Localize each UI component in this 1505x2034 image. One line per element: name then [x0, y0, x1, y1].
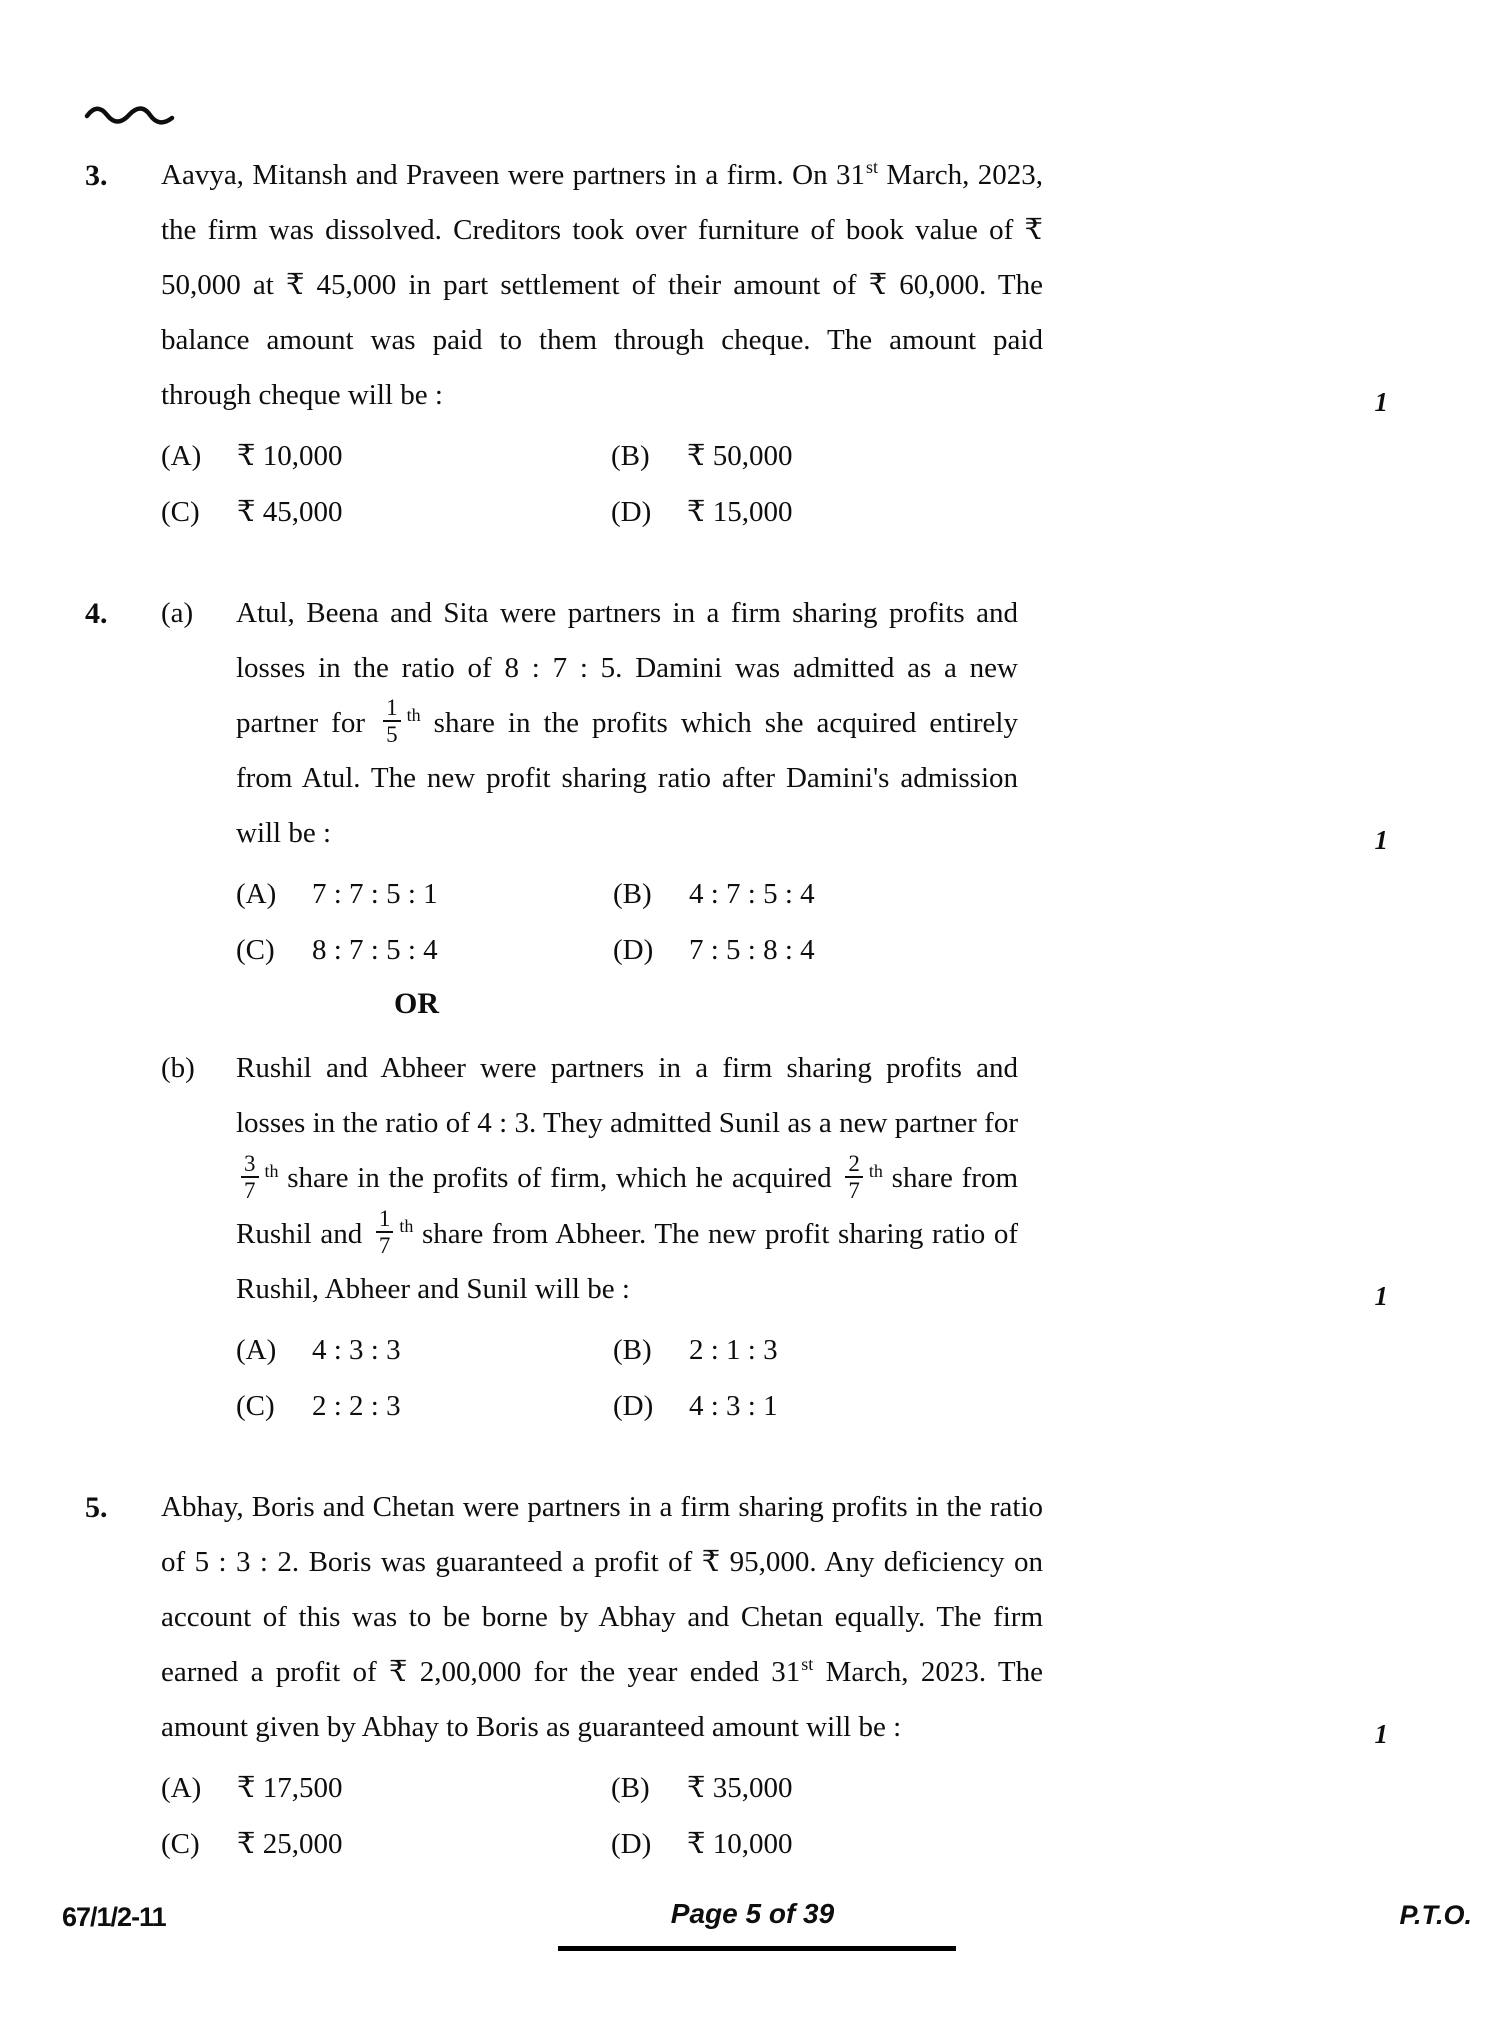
- fraction-numerator: 1: [386, 695, 398, 721]
- option-label: (B): [613, 878, 652, 911]
- question-number: 3.: [85, 159, 108, 192]
- question-text: [161, 148, 1043, 423]
- question-part: [161, 1041, 1450, 1425]
- option-value: 4 : 7 : 5 : 4: [689, 878, 815, 911]
- question-3: [85, 148, 1450, 531]
- part-body: [236, 1041, 1450, 1425]
- option-label: (C): [161, 496, 200, 528]
- text-run: share from Abheer. The new profit sharing ratio of Rushil, Abheer and Sunil will be :: [236, 1217, 1018, 1306]
- question-list: [85, 148, 1450, 1863]
- fraction: [241, 1151, 259, 1203]
- text-run: Rushil and Abheer were partners in a firm sharing profits and losses in the ratio of 4 : 3. They admitted Sunil as a new partner for: [236, 1052, 1018, 1140]
- option-value: 7 : 5 : 8 : 4: [689, 934, 815, 967]
- paragraph-wrap: [236, 586, 1450, 861]
- option-label: (B): [611, 1772, 650, 1805]
- pto-label: P.T.O.: [1399, 1900, 1472, 1930]
- question-body: [161, 586, 1450, 1425]
- option-label: (A): [236, 878, 277, 911]
- marks-value: 1: [1374, 825, 1388, 856]
- footer-divider: [558, 1946, 956, 1951]
- fraction-numerator: 2: [848, 1150, 860, 1176]
- option-value: 7 : 7 : 5 : 1: [312, 878, 438, 911]
- option-label: (A): [161, 440, 202, 472]
- option-value: ₹ 25,000: [237, 1828, 343, 1861]
- options-grid: [161, 1769, 1043, 1863]
- text-run: March, 2023, the firm was dissolved. Creditors took over furniture of book value of ₹ 50,000 at ₹ 45,000 in part settlement of their amount of ₹ 60,000. The balance amount was paid to them through cheque. The amount paid through cheque will be :: [161, 159, 1044, 411]
- text-run: Atul, Beena and Sita were partners in a firm sharing profits and losses in the ratio of 8 : 7 : 5. Damini was admitted as a new partner for: [236, 597, 1018, 739]
- part-body: [236, 586, 1450, 969]
- option-value: 4 : 3 : 3: [312, 1334, 401, 1367]
- fraction: [376, 1206, 394, 1258]
- question-4: [85, 586, 1450, 1425]
- text-run: share in the profits of firm, which he acquired: [278, 1162, 841, 1195]
- text-run: Abhay, Boris and Chetan were partners in a firm sharing profits in the ratio of 5 : 3 : 2. Boris was guaranteed a profit of ₹ 95,000. Any deficiency on account of this was to be borne by Abhay and Chetan equally. The firm earned a profit of ₹ 2,00,000 for the year ended 31: [161, 1491, 1043, 1689]
- marks-value: 1: [1374, 1719, 1388, 1750]
- fraction-denominator: 7: [376, 1231, 394, 1258]
- options-grid: [161, 437, 1043, 531]
- page-number: Page 5 of 39: [670, 1898, 835, 1929]
- superscript: th: [399, 1216, 414, 1237]
- option-value: ₹ 35,000: [687, 1772, 793, 1805]
- option-value: 2 : 1 : 3: [689, 1334, 778, 1367]
- question-text: [236, 586, 1018, 861]
- option-label: (C): [236, 1390, 275, 1423]
- question-number: 5.: [85, 1491, 108, 1525]
- option-label: (C): [161, 1828, 200, 1861]
- superscript: th: [264, 1160, 279, 1181]
- question-text: [236, 1041, 1018, 1317]
- question-5: [85, 1480, 1450, 1863]
- option-label: (D): [613, 1390, 654, 1423]
- superscript: st: [801, 1654, 814, 1675]
- option-value: 2 : 2 : 3: [312, 1390, 401, 1423]
- question-text: [161, 1480, 1043, 1755]
- option-value: 4 : 3 : 1: [689, 1390, 778, 1423]
- question-number: 4.: [85, 597, 108, 630]
- marks-value: 1: [1374, 1281, 1388, 1312]
- option-label: (B): [613, 1334, 652, 1367]
- fraction-denominator: 5: [383, 720, 401, 747]
- options-grid: [236, 875, 1018, 969]
- text-run: share from Rushil and: [236, 1162, 1018, 1250]
- paper-code: 67/1/2-11: [62, 1902, 166, 1932]
- option-label: (D): [611, 1828, 652, 1861]
- fraction-denominator: 7: [241, 1176, 259, 1203]
- question-body: [161, 1480, 1450, 1863]
- option-value: ₹ 17,500: [237, 1772, 343, 1805]
- option-value: ₹ 45,000: [237, 496, 343, 528]
- part-label: (a): [161, 597, 194, 629]
- option-value: 8 : 7 : 5 : 4: [312, 934, 438, 967]
- option-value: ₹ 15,000: [687, 496, 793, 528]
- option-label: (D): [613, 934, 654, 967]
- fraction-denominator: 7: [845, 1176, 863, 1203]
- option-label: (C): [236, 934, 275, 967]
- options-grid: [236, 1331, 1018, 1425]
- option-value: ₹ 50,000: [687, 440, 793, 472]
- option-value: ₹ 10,000: [687, 1828, 793, 1861]
- fraction-numerator: 1: [378, 1206, 391, 1232]
- option-value: ₹ 10,000: [237, 440, 343, 472]
- superscript: st: [866, 157, 879, 178]
- question-body: [161, 148, 1450, 531]
- fraction-numerator: 3: [244, 1150, 256, 1176]
- paragraph-wrap: [161, 148, 1450, 423]
- text-run: share in the profits which she acquired entirely from Atul. The new profit sharing ratio after Damini's admission will be :: [236, 707, 1018, 850]
- wavy-line-icon: [84, 100, 176, 130]
- text-run: Aavya, Mitansh and Praveen were partners in a firm. On 31: [161, 159, 866, 191]
- superscript: th: [406, 705, 421, 726]
- marks-value: 1: [1374, 387, 1388, 417]
- fraction: [845, 1151, 863, 1203]
- superscript: th: [868, 1160, 883, 1181]
- option-label: (A): [161, 1772, 202, 1805]
- option-label: (B): [611, 440, 650, 472]
- or-separator: OR: [394, 987, 439, 1021]
- text-run: March, 2023. The amount given by Abhay to Boris as guaranteed amount will be :: [161, 1656, 1043, 1744]
- question-part: [161, 586, 1450, 969]
- fraction: [383, 695, 401, 747]
- part-label: (b): [161, 1052, 195, 1085]
- paragraph-wrap: [161, 1480, 1450, 1755]
- paragraph-wrap: [236, 1041, 1450, 1317]
- option-label: (A): [236, 1334, 277, 1367]
- option-label: (D): [611, 496, 652, 528]
